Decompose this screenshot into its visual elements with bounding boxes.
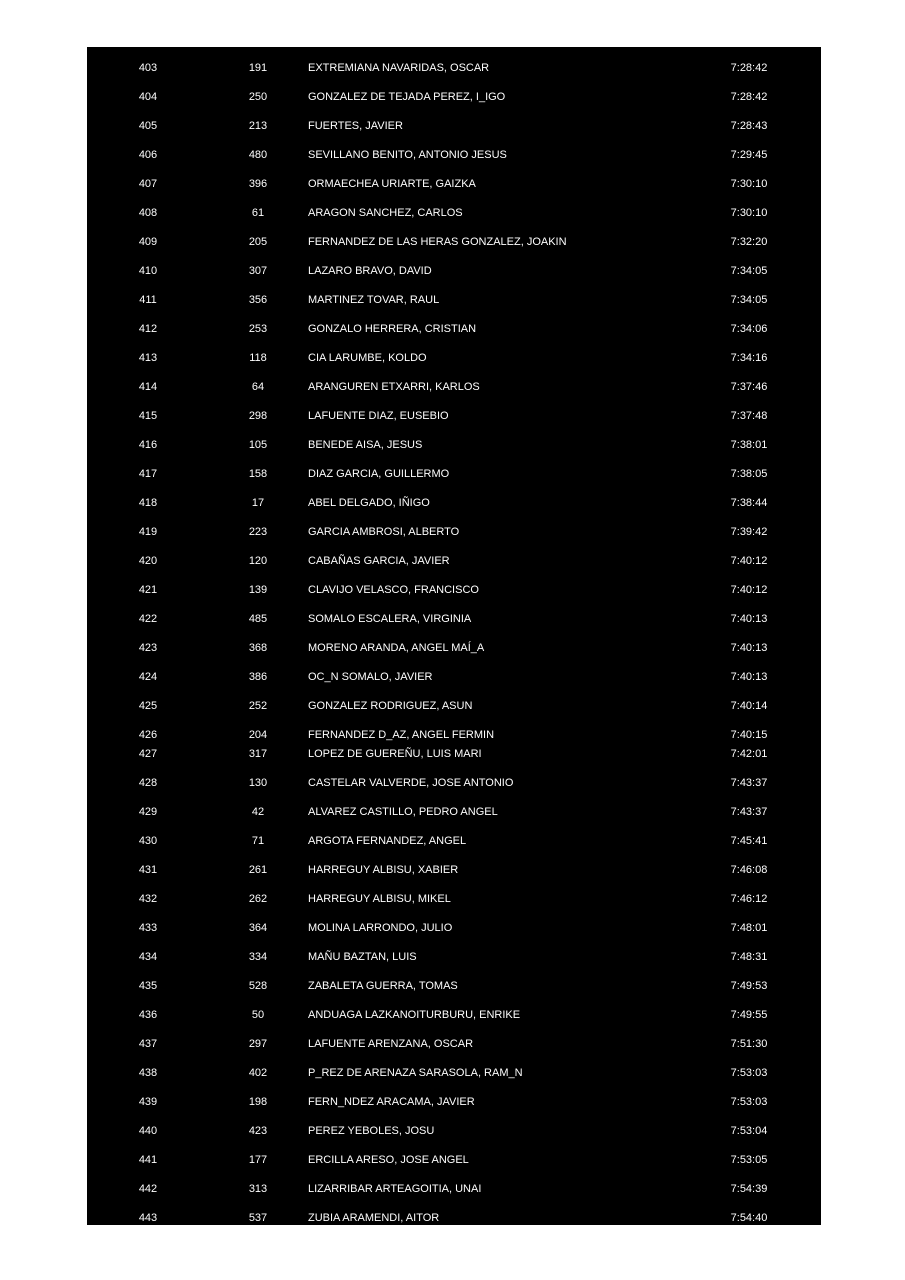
time-cell: 7:28:43 [730,120,768,132]
time-cell: 7:38:01 [730,439,768,451]
time-cell: 7:49:55 [730,1009,768,1021]
bib-cell: 64 [251,381,265,393]
time-cell: 7:46:08 [730,864,768,876]
name-cell: EXTREMIANA NAVARIDAS, OSCAR [308,62,490,74]
name-cell: FERNANDEZ DE LAS HERAS GONZALEZ, JOAKIN [308,236,567,248]
name-cell: PEREZ YEBOLES, JOSU [308,1125,435,1137]
position-cell: 428 [138,777,158,789]
name-cell: ORMAECHEA URIARTE, GAIZKA [308,178,476,190]
name-cell: FERN_NDEZ ARACAMA, JAVIER [308,1096,475,1108]
name-cell: CASTELAR VALVERDE, JOSE ANTONIO [308,777,514,789]
position-cell: 433 [138,922,158,934]
name-cell: ABEL DELGADO, IÑIGO [308,497,430,509]
position-cell: 421 [138,584,158,596]
time-cell: 7:53:04 [730,1125,768,1137]
position-cell: 431 [138,864,158,876]
table-row [87,833,821,849]
time-cell: 7:46:12 [730,893,768,905]
name-cell: ARGOTA FERNANDEZ, ANGEL [308,835,467,847]
name-cell: MORENO ARANDA, ANGEL MAÍ_A [308,642,485,654]
position-cell: 430 [138,835,158,847]
name-cell: BENEDE AISA, JESUS [308,439,423,451]
time-cell: 7:34:16 [730,352,768,364]
position-cell: 405 [138,120,158,132]
table-row [87,1181,821,1197]
bib-cell: 139 [248,584,268,596]
name-cell: CABAÑAS GARCIA, JAVIER [308,555,450,567]
time-cell: 7:28:42 [730,62,768,74]
position-cell: 439 [138,1096,158,1108]
time-cell: 7:40:14 [730,700,768,712]
position-cell: 442 [138,1183,158,1195]
position-cell: 418 [138,497,158,509]
time-cell: 7:54:39 [730,1183,768,1195]
time-cell: 7:40:12 [730,584,768,596]
name-cell: LAFUENTE ARENZANA, OSCAR [308,1038,474,1050]
results-table [87,47,821,1225]
table-row [87,862,821,878]
time-cell: 7:51:30 [730,1038,768,1050]
table-row [87,495,821,511]
table-row [87,1036,821,1052]
position-cell: 438 [138,1067,158,1079]
position-cell: 413 [138,352,158,364]
time-cell: 7:40:12 [730,555,768,567]
bib-cell: 61 [251,207,265,219]
table-row [87,727,821,743]
bib-cell: 71 [251,835,265,847]
time-cell: 7:32:20 [730,236,768,248]
table-row [87,1007,821,1023]
bib-cell: 191 [248,62,268,74]
name-cell: ARANGUREN ETXARRI, KARLOS [308,381,480,393]
bib-cell: 386 [248,671,268,683]
table-row [87,1210,821,1225]
time-cell: 7:30:10 [730,207,768,219]
position-cell: 411 [139,294,157,306]
time-cell: 7:40:13 [730,671,768,683]
name-cell: CIA LARUMBE, KOLDO [308,352,427,364]
position-cell: 427 [138,748,158,760]
bib-cell: 537 [248,1212,268,1224]
position-cell: 419 [138,526,158,538]
name-cell: LAFUENTE DIAZ, EUSEBIO [308,410,449,422]
time-cell: 7:34:05 [730,265,768,277]
position-cell: 437 [138,1038,158,1050]
time-cell: 7:53:03 [730,1067,768,1079]
table-row [87,1065,821,1081]
time-cell: 7:54:40 [730,1212,768,1224]
table-row [87,553,821,569]
table-row [87,147,821,163]
name-cell: ZUBIA ARAMENDI, AITOR [308,1212,440,1224]
time-cell: 7:40:15 [730,729,768,741]
position-cell: 417 [138,468,158,480]
name-cell: DIAZ GARCIA, GUILLERMO [308,468,450,480]
name-cell: SOMALO ESCALERA, VIRGINIA [308,613,472,625]
table-row [87,118,821,134]
name-cell: MOLINA LARRONDO, JULIO [308,922,453,934]
name-cell: GONZALEZ RODRIGUEZ, ASUN [308,700,473,712]
table-row [87,640,821,656]
table-row [87,321,821,337]
position-cell: 423 [138,642,158,654]
table-row [87,582,821,598]
time-cell: 7:43:37 [730,806,768,818]
position-cell: 408 [138,207,158,219]
time-cell: 7:37:48 [730,410,768,422]
time-cell: 7:42:01 [730,748,768,760]
position-cell: 443 [138,1212,158,1224]
bib-cell: 252 [248,700,268,712]
table-row [87,437,821,453]
name-cell: GONZALO HERRERA, CRISTIAN [308,323,477,335]
bib-cell: 317 [248,748,268,760]
time-cell: 7:39:42 [730,526,768,538]
table-row [87,775,821,791]
position-cell: 420 [138,555,158,567]
bib-cell: 105 [248,439,268,451]
table-row [87,60,821,76]
table-row [87,611,821,627]
bib-cell: 528 [248,980,268,992]
bib-cell: 118 [249,352,267,364]
position-cell: 426 [138,729,158,741]
name-cell: LIZARRIBAR ARTEAGOITIA, UNAI [308,1183,482,1195]
time-cell: 7:38:44 [730,497,768,509]
position-cell: 425 [138,700,158,712]
bib-cell: 213 [248,120,268,132]
position-cell: 441 [138,1154,158,1166]
name-cell: ALVAREZ CASTILLO, PEDRO ANGEL [308,806,498,818]
bib-cell: 262 [248,893,268,905]
time-cell: 7:49:53 [730,980,768,992]
bib-cell: 297 [248,1038,268,1050]
table-row [87,176,821,192]
position-cell: 436 [138,1009,158,1021]
name-cell: ARAGON SANCHEZ, CARLOS [308,207,463,219]
time-cell: 7:29:45 [730,149,768,161]
time-cell: 7:43:37 [730,777,768,789]
table-row [87,746,821,762]
bib-cell: 334 [248,951,268,963]
time-cell: 7:48:31 [730,951,768,963]
position-cell: 404 [138,91,158,103]
name-cell: FERNANDEZ D_AZ, ANGEL FERMIN [308,729,495,741]
time-cell: 7:48:01 [730,922,768,934]
name-cell: MARTINEZ TOVAR, RAUL [308,294,440,306]
bib-cell: 368 [248,642,268,654]
time-cell: 7:38:05 [730,468,768,480]
time-cell: 7:28:42 [730,91,768,103]
table-row [87,466,821,482]
bib-cell: 402 [248,1067,268,1079]
position-cell: 407 [138,178,158,190]
table-row [87,350,821,366]
name-cell: FUERTES, JAVIER [308,120,403,132]
position-cell: 403 [138,62,158,74]
table-row [87,669,821,685]
table-row [87,698,821,714]
name-cell: HARREGUY ALBISU, XABIER [308,864,459,876]
position-cell: 432 [138,893,158,905]
name-cell: HARREGUY ALBISU, MIKEL [308,893,451,905]
position-cell: 406 [138,149,158,161]
bib-cell: 261 [248,864,268,876]
bib-cell: 17 [251,497,265,509]
bib-cell: 204 [248,729,268,741]
table-row [87,524,821,540]
time-cell: 7:34:05 [730,294,768,306]
bib-cell: 313 [248,1183,268,1195]
bib-cell: 198 [248,1096,268,1108]
time-cell: 7:34:06 [730,323,768,335]
name-cell: ERCILLA ARESO, JOSE ANGEL [308,1154,469,1166]
name-cell: LOPEZ DE GUEREÑU, LUIS MARI [308,748,482,760]
position-cell: 414 [138,381,158,393]
name-cell: SEVILLANO BENITO, ANTONIO JESUS [308,149,507,161]
bib-cell: 205 [248,236,268,248]
position-cell: 409 [138,236,158,248]
bib-cell: 50 [251,1009,265,1021]
bib-cell: 423 [248,1125,268,1137]
table-row [87,804,821,820]
time-cell: 7:40:13 [730,642,768,654]
name-cell: ZABALETA GUERRA, TOMAS [308,980,458,992]
time-cell: 7:53:05 [730,1154,768,1166]
time-cell: 7:40:13 [730,613,768,625]
name-cell: GONZALEZ DE TEJADA PEREZ, I_IGO [308,91,506,103]
name-cell: ANDUAGA LAZKANOITURBURU, ENRIKE [308,1009,521,1021]
time-cell: 7:45:41 [730,835,768,847]
bib-cell: 158 [248,468,268,480]
table-row [87,1094,821,1110]
table-row [87,263,821,279]
table-row [87,978,821,994]
position-cell: 429 [138,806,158,818]
name-cell: LAZARO BRAVO, DAVID [308,265,432,277]
position-cell: 434 [138,951,158,963]
bib-cell: 298 [248,410,268,422]
bib-cell: 253 [248,323,268,335]
time-cell: 7:30:10 [730,178,768,190]
position-cell: 416 [138,439,158,451]
bib-cell: 130 [248,777,268,789]
table-row [87,292,821,308]
table-row [87,1123,821,1139]
bib-cell: 120 [248,555,268,567]
table-row [87,234,821,250]
bib-cell: 480 [248,149,268,161]
bib-cell: 307 [248,265,268,277]
position-cell: 440 [138,1125,158,1137]
table-row [87,1152,821,1168]
bib-cell: 223 [248,526,268,538]
table-row [87,89,821,105]
position-cell: 415 [138,410,158,422]
table-row [87,920,821,936]
bib-cell: 485 [248,613,268,625]
position-cell: 435 [138,980,158,992]
table-row [87,891,821,907]
name-cell: MAÑU BAZTAN, LUIS [308,951,417,963]
position-cell: 424 [138,671,158,683]
name-cell: GARCIA AMBROSI, ALBERTO [308,526,460,538]
bib-cell: 177 [248,1154,268,1166]
table-row [87,379,821,395]
position-cell: 412 [138,323,158,335]
table-row [87,205,821,221]
name-cell: OC_N SOMALO, JAVIER [308,671,433,683]
bib-cell: 250 [248,91,268,103]
position-cell: 410 [138,265,158,277]
bib-cell: 356 [248,294,268,306]
position-cell: 422 [138,613,158,625]
time-cell: 7:37:46 [730,381,768,393]
bib-cell: 364 [248,922,268,934]
bib-cell: 396 [248,178,268,190]
time-cell: 7:53:03 [730,1096,768,1108]
name-cell: P_REZ DE ARENAZA SARASOLA, RAM_N [308,1067,523,1079]
name-cell: CLAVIJO VELASCO, FRANCISCO [308,584,479,596]
table-row [87,408,821,424]
bib-cell: 42 [251,806,265,818]
table-row [87,949,821,965]
